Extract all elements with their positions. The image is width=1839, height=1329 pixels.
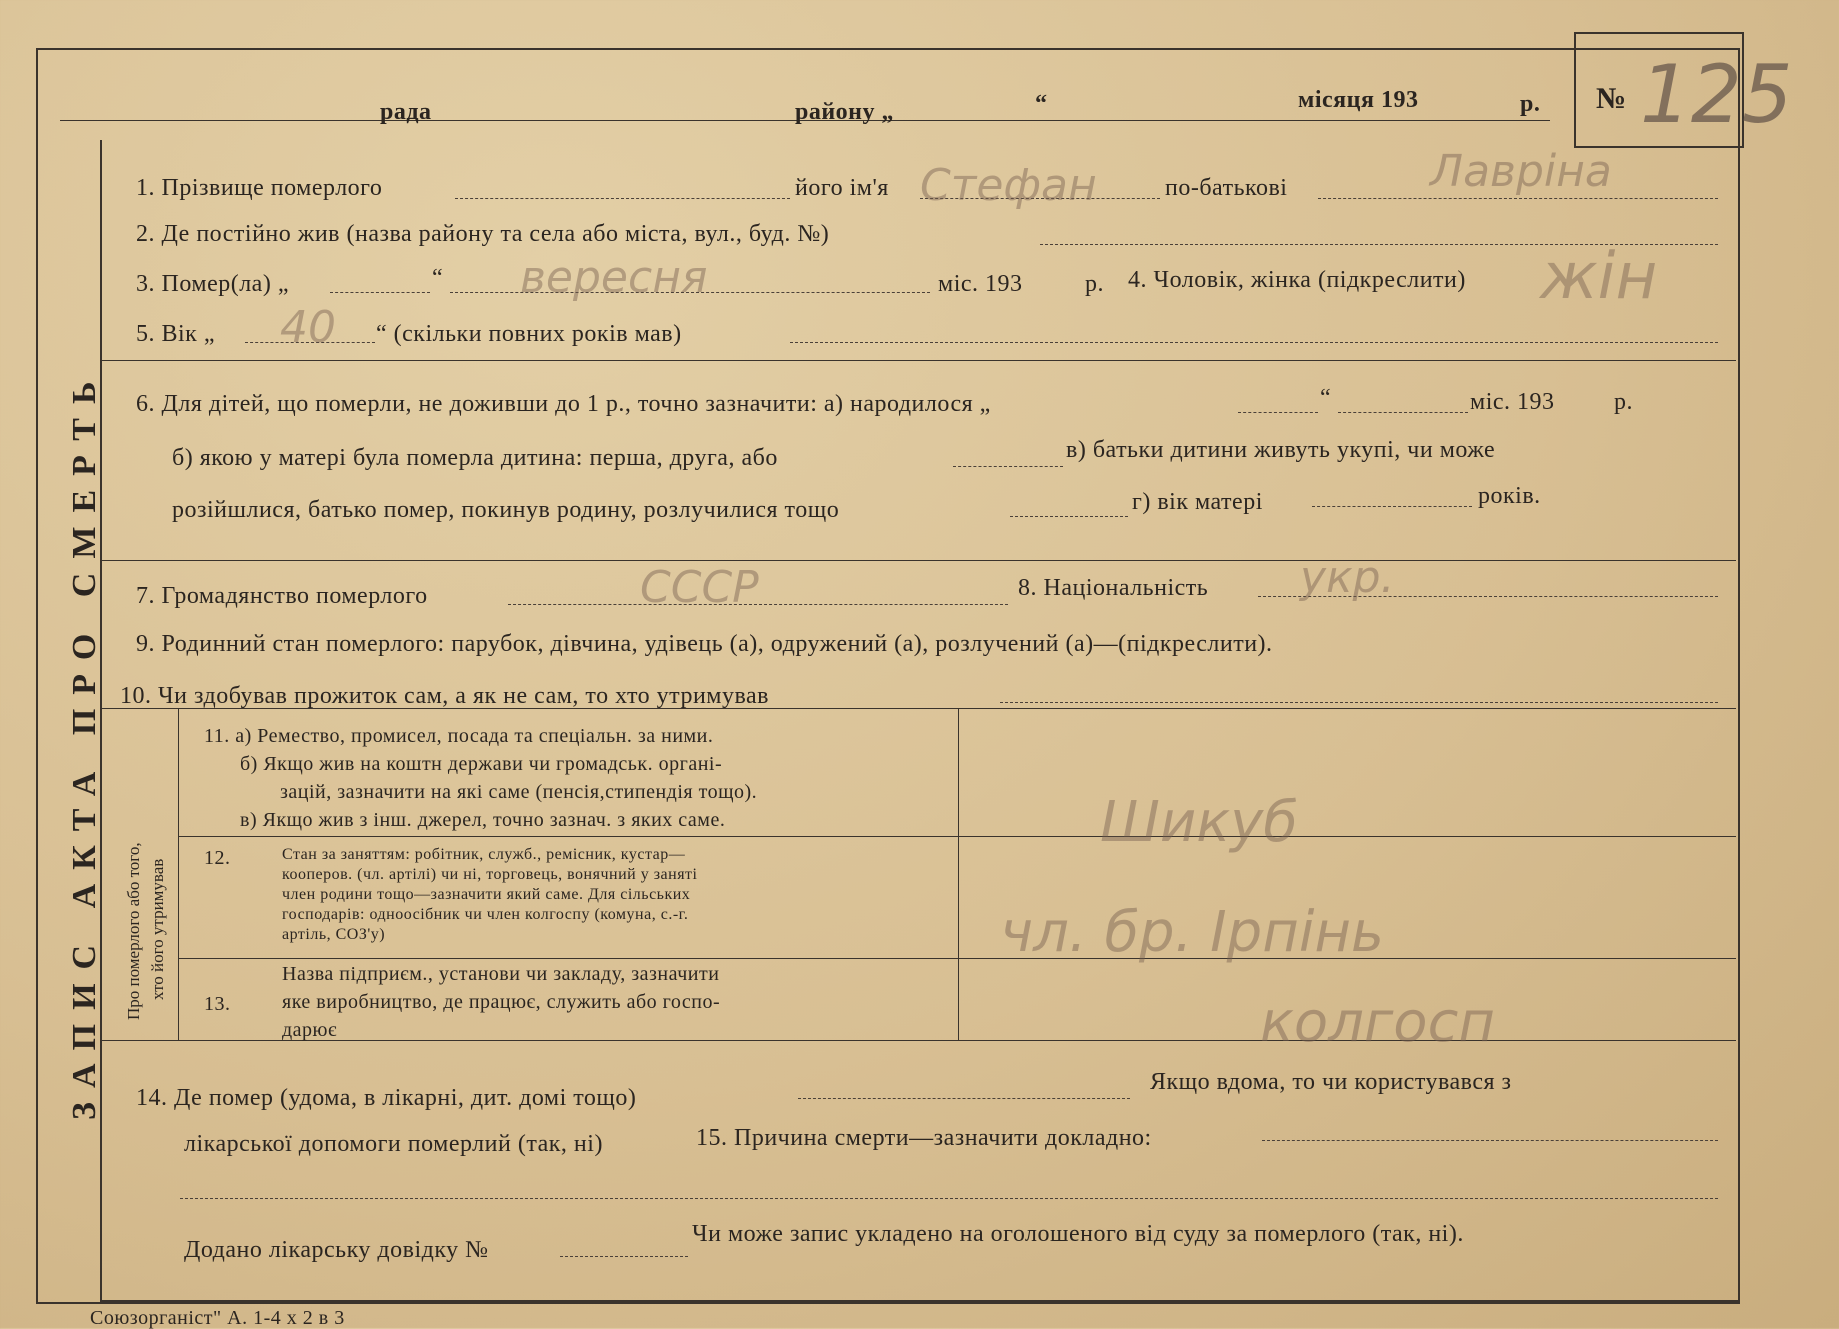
field-13-line1: Назва підприєм., установи чи закладу, зазначити xyxy=(282,963,720,985)
field-6-line2a: б) якою у матері була померла дитина: перша, друга, або xyxy=(172,445,778,471)
field-12-number: 12. xyxy=(204,847,231,869)
field-15-line2 xyxy=(180,1198,1718,1199)
field-14: 14. Де помер (удома, в лікарні, дит. домі тощо) xyxy=(136,1085,637,1111)
field-12-line2: кооперов. (чл. артілі) чи ні, торговець, вонячний у заняті xyxy=(282,866,698,883)
header-rayon-label: району „ xyxy=(795,99,895,125)
block-mid-line xyxy=(958,708,959,1040)
field-9: 9. Родинний стан померлого: парубок, дівчина, удівець (а), одружений (а), розлучений (а)—(підкреслити). xyxy=(136,631,1273,657)
field-6-mother-age-line xyxy=(1312,506,1472,507)
field-2: 2. Де постійно жив (назва району та села або міста, вул., буд. №) xyxy=(136,221,830,247)
field-14-line xyxy=(798,1098,1130,1099)
hw-work: Шикуб xyxy=(1100,790,1298,855)
field-15: 15. Причина смерти—зазначити докладно: xyxy=(696,1125,1152,1151)
hw-name: Стефан xyxy=(920,160,1097,211)
side-small-1: Про померлого або того, xyxy=(124,842,143,1020)
field-6-month: міс. 193 xyxy=(1470,389,1555,415)
field-8: 8. Національність xyxy=(1018,575,1209,601)
row-sep-6 xyxy=(100,560,1736,561)
field-3-died: 3. Помер(ла) „ xyxy=(136,271,289,297)
field-10: 10. Чи здобував прожиток сам, а як не сам, то хто утримував xyxy=(120,683,769,709)
field-13-line3: дарює xyxy=(282,1019,338,1041)
hw-citizen: СССР xyxy=(640,562,759,613)
field-1-patronymic-line xyxy=(1318,198,1718,199)
hw-work3: колгосп xyxy=(1260,990,1495,1055)
field-11-b: б) Якщо жив на коштн держави чи громадськ. органі- xyxy=(240,753,723,775)
field-12-line4: господарів: одноосібник чи член колгоспу (комуна, с.-г. xyxy=(282,906,689,923)
footer-court: Чи може запис укладено на оголошеного від суду за померлого (так, ні). xyxy=(692,1221,1464,1247)
field-11-c: в) Якщо жив з інш. джерел, точно зазнач. з яких саме. xyxy=(240,809,726,831)
footer-certificate-line xyxy=(560,1256,688,1257)
hw-patronymic: Лавріна xyxy=(1430,146,1612,197)
field-6-month-line xyxy=(1338,412,1468,413)
block-left-line xyxy=(178,708,179,1040)
field-1-surname: 1. Прізвище померлого xyxy=(136,175,383,201)
header-month-label: місяця 193 xyxy=(1298,87,1419,113)
field-15-line xyxy=(1262,1140,1718,1141)
hw-female: жін xyxy=(1540,240,1658,314)
field-14-help: лікарської допомоги померлий (так, ні) xyxy=(184,1131,603,1157)
field-11-b2: зацій, зазначити на які саме (пенсія,стипендія тощо). xyxy=(280,781,758,803)
printer-imprint: Союзорганіст" А. 1-4 х 2 в 3 xyxy=(90,1307,345,1329)
field-7: 7. Громадянство померлого xyxy=(136,583,428,609)
field-12-line1: Стан за заняттям: робітник, служб., ремісник, кустар— xyxy=(282,846,686,863)
header-r-label: р. xyxy=(1520,91,1541,117)
field-5-rest: “ (скільки повних років мав) xyxy=(376,321,682,347)
field-6-line1: 6. Для дітей, що померли, не доживши до 1 р., точно зазначити: а) народилося „ xyxy=(136,391,991,417)
field-12-line5: артіль, СОЗ'у) xyxy=(282,926,386,943)
field-6-order-line xyxy=(953,466,1063,467)
header-rada-label: рада xyxy=(380,99,432,125)
footer-certificate: Додано лікарську довідку № xyxy=(184,1237,489,1263)
hw-month: вересня xyxy=(520,252,708,303)
field-6-r: р. xyxy=(1614,389,1633,415)
field-6-day-line xyxy=(1238,412,1318,413)
field-4: 4. Чоловік, жінка (підкреслити) xyxy=(1128,267,1466,293)
field-11-a: 11. а) Ремество, промисел, посада та спеціальн. за ними. xyxy=(204,725,714,747)
field-3-day-line xyxy=(330,292,430,293)
field-10-line xyxy=(1000,702,1718,703)
field-1-patronymic: по-батькові xyxy=(1165,175,1288,201)
field-6-parents-line xyxy=(1010,516,1128,517)
field-6-line2b: в) батьки дитини живуть укупі, чи може xyxy=(1066,437,1496,463)
field-1-surname-line xyxy=(455,198,790,199)
row-sep-5 xyxy=(100,360,1736,361)
field-14-home: Якщо вдома, то чи користувався з xyxy=(1150,1069,1512,1095)
field-6-line3c: років. xyxy=(1478,483,1541,509)
header-quote: “ xyxy=(1035,91,1048,117)
number-label: № xyxy=(1596,82,1627,115)
field-6-line3b: г) вік матері xyxy=(1132,489,1263,515)
side-small-2: хто його утримував xyxy=(148,858,167,1000)
record-number: 125 xyxy=(1640,48,1793,141)
sep-11-12 xyxy=(178,836,1736,837)
sep-12-13 xyxy=(178,958,1736,959)
field-3-r: р. xyxy=(1085,271,1104,297)
hw-age: 40 xyxy=(280,302,336,353)
field-6-line3a: розійшлися, батько помер, покинув родину, розлучилися тощо xyxy=(172,497,840,523)
field-5-line xyxy=(790,342,1718,343)
field-12-line3: член родини тощо—зазначити який саме. Для сільських xyxy=(282,886,691,903)
hw-nationality: укр. xyxy=(1300,552,1395,603)
field-13-line2: яке виробництво, де працює, служить або госпо- xyxy=(282,991,721,1013)
field-13-number: 13. xyxy=(204,993,231,1015)
field-6-quote: “ xyxy=(1320,385,1332,411)
side-title: ЗАПИС АКТА ПРО СМЕРТЬ xyxy=(66,367,103,1120)
field-5-age: 5. Вік „ xyxy=(136,321,215,347)
field-3-quote: “ xyxy=(432,265,444,291)
field-3-month: міс. 193 xyxy=(938,271,1023,297)
field-1-name: його ім'я xyxy=(795,175,889,201)
hw-work2: чл. бр. Ірпінь xyxy=(1000,900,1385,965)
